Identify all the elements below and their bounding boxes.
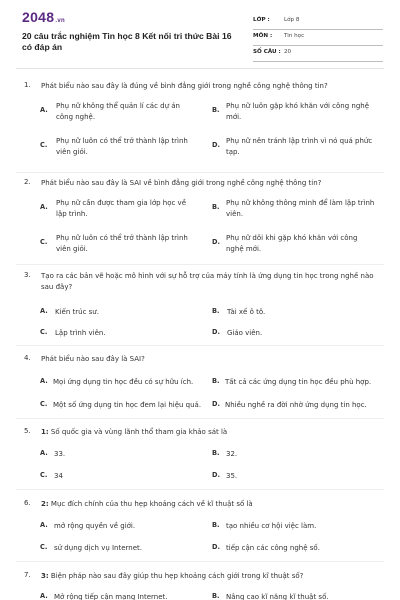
meta-value: Tin học: [284, 33, 305, 39]
option-text: Mọi ứng dụng tin học đều có sự hữu ích.: [53, 378, 194, 386]
question-text: [41, 499, 376, 510]
logo-main-text: 2048: [22, 9, 55, 25]
question-divider: [16, 172, 384, 173]
question-number: 1.: [24, 81, 31, 89]
option-text: Kiến trúc sư.: [55, 308, 99, 316]
option-letter: D.: [212, 543, 220, 551]
option-letter: C.: [40, 328, 48, 336]
question-number: 6.: [24, 499, 31, 507]
option-text: Lập trình viên.: [55, 329, 106, 337]
option-letter: A.: [40, 592, 48, 600]
option-text: tạo nhiều cơ hội việc làm.: [226, 522, 317, 530]
question-text: Phát biểu nào sau đây là đúng về bình đẳng giới trong nghề công nghệ thông tin?: [41, 82, 328, 90]
question-number: 5.: [24, 427, 31, 435]
meta-value: Lớp 8: [284, 17, 300, 23]
option-text: Phụ nữ dôi khi gặp khó khăn với công nghệ mới.: [226, 234, 358, 253]
option-letter: B.: [212, 106, 220, 114]
option-letter: A.: [40, 521, 48, 529]
option-text: Phụ nữ không thông minh để làm lập trình viên.: [226, 199, 375, 218]
question-number: 2.: [24, 178, 31, 186]
question-divider: [16, 489, 384, 490]
question-body: Mục đích chính của thu hẹp khoảng cách về kĩ thuật số là: [50, 500, 253, 508]
option-text: Giáo viên.: [227, 329, 263, 337]
question-divider: [16, 264, 384, 265]
question-text: Phát biểu nào sau đây là SAI?: [41, 355, 145, 363]
question-body: Số quốc gia và vùng lãnh thổ tham gia khảo sát là: [50, 428, 228, 436]
question-divider: [16, 418, 384, 419]
document-title: 20 câu trắc nghiệm Tin học 8 Kết nối tri thức Bài 16 có đáp án: [22, 31, 232, 52]
option-letter: D.: [212, 328, 220, 336]
meta-label: LỚP :: [253, 17, 270, 23]
option-letter: A.: [40, 449, 48, 457]
question-text: [41, 427, 376, 438]
option-letter: C.: [40, 400, 48, 408]
option-letter: B.: [212, 592, 220, 600]
option-text: tiếp cận các công nghệ số.: [226, 544, 320, 552]
option-letter: A.: [40, 106, 48, 114]
question-prefix: 1:: [41, 428, 49, 436]
option-text: Mở rộng tiếp cận mạng Internet.: [54, 593, 168, 600]
option-letter: D.: [212, 238, 220, 246]
question-prefix: 2:: [41, 500, 49, 508]
logo-suffix-text: .vn: [55, 18, 65, 24]
option-letter: C.: [40, 543, 48, 551]
meta-row-class: [253, 14, 383, 30]
option-text: Một số ứng dụng tin học đem lại hiệu quả.: [53, 401, 202, 409]
option-letter: A.: [40, 377, 48, 385]
site-logo[interactable]: [22, 9, 65, 25]
option-text: Phụ nữ luôn gặp khó khăn với công nghệ mới.: [226, 102, 370, 121]
header-divider: [16, 68, 384, 69]
option-letter: B.: [212, 521, 220, 529]
option-letter: B.: [212, 203, 220, 211]
meta-label: SỐ CÂU :: [253, 49, 281, 55]
option-text: 35.: [226, 472, 238, 480]
document-meta: [253, 14, 383, 62]
question-divider: [16, 561, 384, 562]
option-letter: C.: [40, 238, 48, 246]
question-number: 4.: [24, 354, 31, 362]
option-letter: A.: [40, 307, 48, 315]
option-text: mở rộng quyền về giới.: [54, 522, 136, 530]
option-letter: B.: [212, 377, 220, 385]
option-text: Tất cả các ứng dụng tin học đều phù hợp.: [225, 378, 372, 386]
option-letter: C.: [40, 141, 48, 149]
option-text: Nâng cao kĩ năng kĩ thuật số.: [226, 593, 329, 600]
option-text: 33.: [54, 450, 66, 458]
option-letter: C.: [40, 471, 48, 479]
document-header: [0, 0, 400, 60]
question-number: 7.: [24, 571, 31, 579]
option-letter: D.: [212, 141, 220, 149]
option-letter: D.: [212, 471, 220, 479]
meta-value: 20: [284, 49, 292, 55]
meta-row-count: [253, 46, 383, 62]
option-letter: B.: [212, 307, 220, 315]
option-text: 34: [54, 472, 63, 480]
question-text: [41, 571, 376, 582]
option-letter: B.: [212, 449, 220, 457]
option-letter: D.: [212, 400, 220, 408]
question-text: Phát biểu nào sau đây là SAI về bình đẳng giới trong nghề công nghệ thông tin?: [41, 179, 322, 187]
option-text: Phụ nữ luôn có thể trở thành lập trình viên giỏi.: [56, 137, 188, 156]
question-prefix: 3:: [41, 572, 49, 580]
question-body: Biện pháp nào sau đây giúp thu hẹp khoảng cách giới trong kĩ thuật số?: [50, 572, 304, 580]
option-text: Phụ nữ cần được tham gia lớp học về lập trình.: [56, 199, 187, 218]
option-text: Phụ nữ nên tránh lập trình vì nó quá phức tạp.: [226, 137, 373, 156]
option-letter: A.: [40, 203, 48, 211]
meta-label: MÔN :: [253, 33, 273, 39]
meta-row-subject: [253, 30, 383, 46]
option-text: Tài xế ô tô.: [227, 308, 266, 316]
option-text: Nhiều nghề ra đời nhờ ứng dụng tin học.: [225, 401, 367, 409]
option-text: sử dụng dịch vụ Internet.: [54, 544, 143, 552]
question-text: Tạo ra các bản vẽ hoặc mô hình với sự hỗ trợ của máy tính là ứng dụng tin học trong nghề nào sau đây?: [41, 272, 374, 291]
question-number: 3.: [24, 271, 31, 279]
option-text: Phụ nữ không thể quản lí các dự án công nghệ.: [56, 102, 180, 121]
question-divider: [16, 345, 384, 346]
option-text: 32.: [226, 450, 238, 458]
option-text: Phụ nữ luôn có thể trở thành lập trình viên giỏi.: [56, 234, 188, 253]
